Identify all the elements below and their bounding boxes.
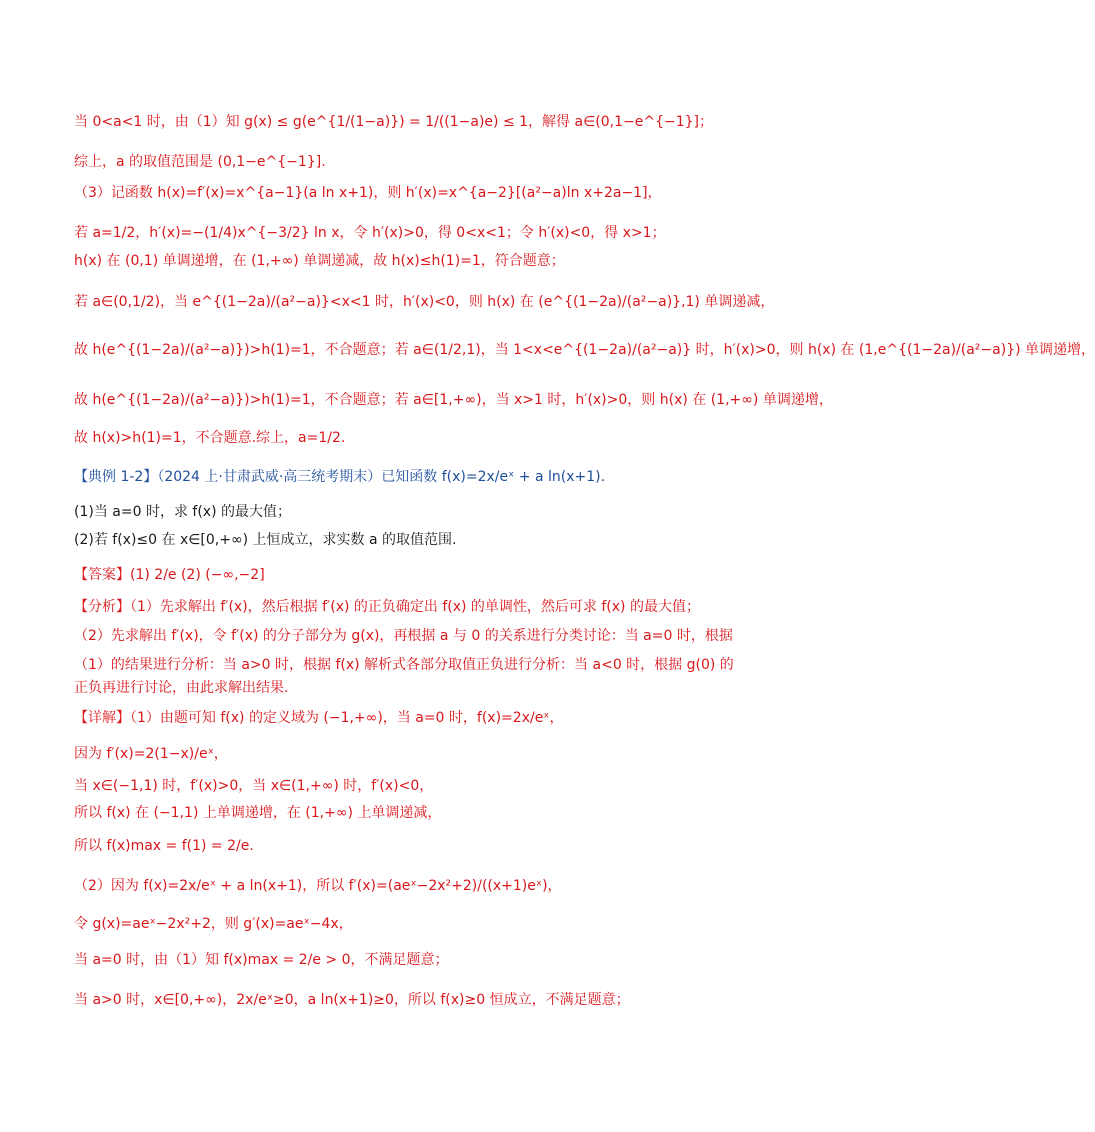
- text-line-2: 综上，a 的取值范围是 (0,1−e^{−1}].: [74, 154, 326, 170]
- text-line-4: 若 a=1/2，h′(x)=−(1/4)x^{−3/2} ln x，令 h′(x)>0，得 0<x<1；令 h′(x)<0，得 x>1；: [74, 225, 666, 241]
- analysis-line-4: 正负再进行讨论，由此求解出结果.: [74, 680, 289, 696]
- text-line-7: 故 h(e^{(1−2a)/(a²−a)})>h(1)=1，不合题意；若 a∈(1/2,1)，当 1<x<e^{(1−2a)/(a²−a)} 时，h′(x)>0，则 h(x) 在 (1,e^{(1−2a)/(a²−a)}) 单调递增，: [74, 342, 1095, 358]
- detail-line-3: 当 x∈(−1,1) 时，f′(x)>0，当 x∈(1,+∞) 时，f′(x)<0，: [74, 778, 434, 794]
- text-line-1: 当 0<a<1 时，由（1）知 g(x) ≤ g(e^{1/(1−a)}) = 1/((1−a)e) ≤ 1，解得 a∈(0,1−e^{−1}]；: [74, 114, 713, 130]
- question-1: (1)当 a=0 时，求 f(x) 的最大值；: [74, 504, 291, 520]
- text-line-3: （3）记函数 h(x)=f′(x)=x^{a−1}(a ln x+1)，则 h′(x)=x^{a−2}[(a²−a)ln x+2a−1]，: [74, 185, 662, 201]
- answer-line: 【答案】(1) 2/e (2) (−∞,−2]: [74, 567, 265, 583]
- analysis-line-1: 【分析】（1）先求解出 f′(x)，然后根据 f′(x) 的正负确定出 f(x) 的单调性，然后可求 f(x) 的最大值；: [74, 599, 700, 615]
- detail-line-4: 所以 f(x) 在 (−1,1) 上单调递增，在 (1,+∞) 上单调递减，: [74, 805, 442, 821]
- detail-line-8: 当 a=0 时，由（1）知 f(x)max = 2/e > 0，不满足题意；: [74, 952, 449, 968]
- text-line-6: 若 a∈(0,1/2)，当 e^{(1−2a)/(a²−a)}<x<1 时，h′(x)<0，则 h(x) 在 (e^{(1−2a)/(a²−a)},1) 单调递减，: [74, 294, 775, 310]
- detail-line-5: 所以 f(x)max = f(1) = 2/e.: [74, 838, 254, 854]
- example-heading: 【典例 1-2】（2024 上·甘肃武威·高三统考期末）已知函数 f(x)=2x/eˣ + a ln(x+1).: [74, 469, 606, 485]
- question-2: (2)若 f(x)≤0 在 x∈[0,+∞) 上恒成立，求实数 a 的取值范围.: [74, 532, 457, 548]
- detail-line-6: （2）因为 f(x)=2x/eˣ + a ln(x+1)，所以 f′(x)=(aeˣ−2x²+2)/((x+1)eˣ)，: [74, 878, 562, 894]
- detail-line-2: 因为 f′(x)=2(1−x)/eˣ，: [74, 746, 228, 762]
- analysis-line-3: （1）的结果进行分析：当 a>0 时，根据 f(x) 解析式各部分取值正负进行分析：当 a<0 时，根据 g(0) 的: [74, 657, 734, 673]
- detail-line-9: 当 a>0 时，x∈[0,+∞)，2x/eˣ≥0，a ln(x+1)≥0，所以 f(x)≥0 恒成立，不满足题意；: [74, 992, 630, 1008]
- text-line-5: h(x) 在 (0,1) 单调递增，在 (1,+∞) 单调递减，故 h(x)≤h(1)=1，符合题意；: [74, 253, 565, 269]
- detail-line-7: 令 g(x)=aeˣ−2x²+2，则 g′(x)=aeˣ−4x，: [74, 916, 353, 932]
- text-line-8: 故 h(e^{(1−2a)/(a²−a)})>h(1)=1，不合题意；若 a∈[1,+∞)，当 x>1 时，h′(x)>0，则 h(x) 在 (1,+∞) 单调递增，: [74, 392, 833, 408]
- analysis-line-2: （2）先求解出 f′(x)，令 f′(x) 的分子部分为 g(x)，再根据 a 与 0 的关系进行分类讨论：当 a=0 时，根据: [74, 628, 733, 644]
- detail-line-1: 【详解】（1）由题可知 f(x) 的定义域为 (−1,+∞)，当 a=0 时，f(x)=2x/eˣ，: [74, 710, 564, 726]
- text-line-9: 故 h(x)>h(1)=1，不合题意.综上，a=1/2.: [74, 430, 346, 446]
